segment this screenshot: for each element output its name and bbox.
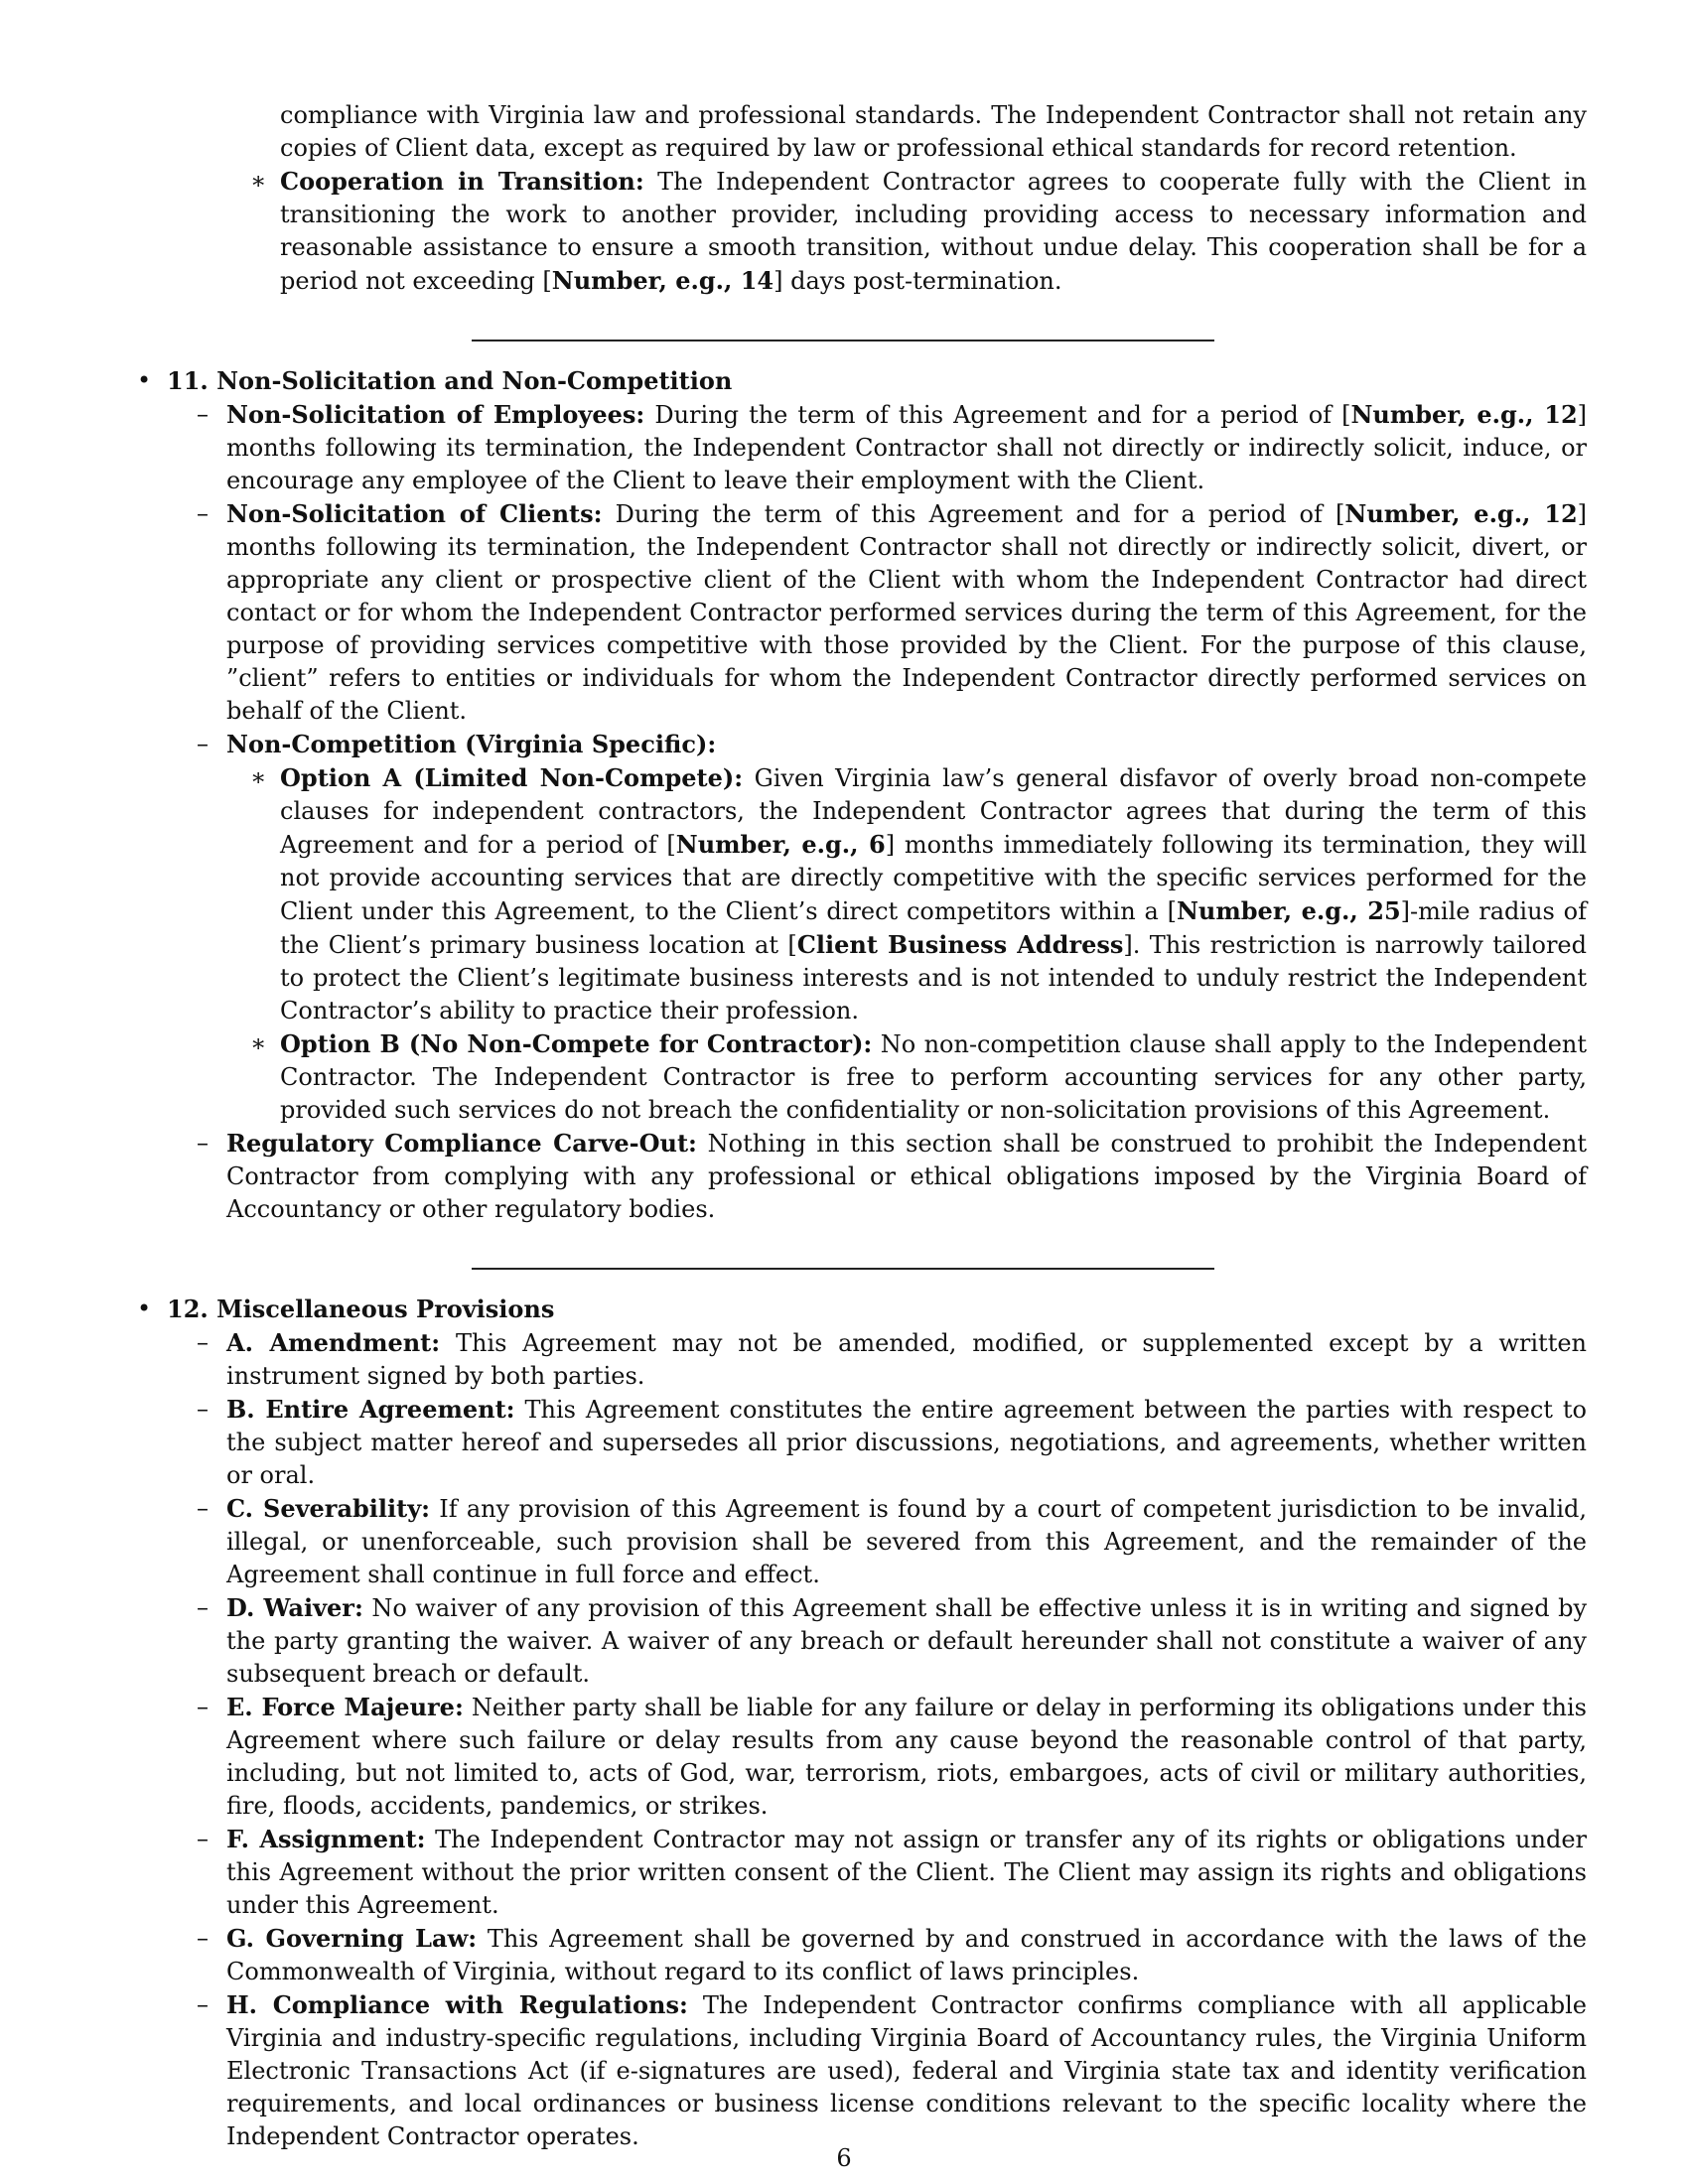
provision-label: B. Entire Agreement: [226,1395,515,1424]
regulatory-carve-out: – Regulatory Compliance Carve-Out: Nothing in this section shall be construed to prohibit the Independent Contractor from complying with any professional or ethical obligations imposed by the Virginia Board of Accountancy or other regulatory bodies. [197,1129,1587,1223]
page-number: 6 [836,2144,852,2172]
dash-marker: – [197,730,209,757]
section-11-heading [137,364,1587,398]
star-marker: ∗ [250,763,267,791]
provision-label: H. Compliance with Regulations: [226,1990,688,2019]
section-divider [472,1268,1214,1270]
option-b-label: Option B (No Non-Compete for Contractor): [280,1029,873,1058]
cooperation-placeholder: Number, e.g., 14 [551,266,774,295]
bullet-marker: • [137,366,152,394]
provision-compliance: – H. Compliance with Regulations: The Independent Contractor confirms compliance with all applicable Virginia and industry-specific regulations, including Virginia Board of Accountancy rules, the Virginia Uniform Electronic Transactions Act (if e-signatures are used), federal and Virginia state tax and identity verification requirements, and local ordinances or business license conditions relevant to the specific locality where the Independent Contractor operates. [197,1990,1587,2150]
dash-marker: – [197,1395,209,1423]
dash-marker: – [197,1693,209,1720]
section-12 [137,1293,1587,2153]
provision-label: D. Waiver: [226,1593,363,1622]
provision-label: C. Severability: [226,1494,431,1523]
provision-amendment: – A. Amendment: This Agreement may not be amended, modified, or supplemented except by a written instrument signed by both parties. [197,1328,1588,1390]
provision-entire-agreement: – B. Entire Agreement: This Agreement constitutes the entire agreement between the parties with respect to the subject matter hereof and supersedes all prior discussions, negotiations, and agreements, whether written or oral. [197,1395,1587,1489]
option-a-address-placeholder: Client Business Address [796,930,1124,959]
clients-placeholder: Number, e.g., 12 [1344,499,1578,528]
section-11 [137,364,1587,1226]
star-marker: ∗ [250,167,267,195]
dash-marker: – [197,1593,209,1621]
provision-label: F. Assignment: [226,1825,426,1853]
provision-assignment: – F. Assignment: The Independent Contractor may not assign or transfer any of its rights or obligations under this Agreement without the prior written consent of the Client. The Client may assign its rights and obligations under this Agreement. [197,1825,1587,1919]
dash-marker: – [197,499,209,527]
dash-marker: – [197,1129,209,1157]
employees-label: Non-Solicitation of Employees: [226,400,645,429]
bullet-marker: • [137,1295,152,1322]
dash-marker: – [197,1328,209,1356]
dash-marker: – [197,1924,209,1952]
provision-governing-law: – G. Governing Law: This Agreement shall be governed by and construed in accordance with the laws of the Commonwealth of Virginia, without regard to its conflict of laws principles. [197,1924,1588,1985]
provision-label: A. Amendment: [226,1328,441,1357]
provision-waiver: – D. Waiver: No waiver of any provision of this Agreement shall be effective unless it is in writing and signed by the party granting the waiver. A waiver of any breach or default hereunder shall not constitute a waiver of any subsequent breach or default. [197,1593,1587,1688]
option-a-label: Option A (Limited Non-Compete): [280,763,744,792]
option-a-radius-placeholder: Number, e.g., 25 [1176,896,1401,925]
section-12-heading [137,1293,1587,1326]
noncompete-label: Non-Competition (Virginia Specific): [226,730,717,758]
option-b: ∗ Option B (No Non-Compete for Contractor): No non-competition clause shall apply to the Independent Contractor. The Independent Contractor is free to perform accounting services for any other party, provided such services do not breach the confidentiality or non-solicitation provisions of this Agreement. [250,1029,1587,1124]
option-a: ∗ Option A (Limited Non-Compete): Given Virginia law’s general disfavor of overly broad non-compete clauses for independent contractors, the Independent Contractor agrees that during the term of this Agreement and for a period of [Number, e.g., 6] months immediately following its termination, they will not provide accounting services that are directly competitive with the specific services performed for the Client under this Agreement, to the Client’s direct competitors within a [Number, e.g., 25]-mile radius of the Client’s primary business location at [Client Business Address]. This restriction is narrowly tailored to protect the Client’s legitimate business interests and is not intended to unduly restrict the Independent Contractor’s ability to practice their profession. [250,763,1588,1024]
dash-marker: – [197,1825,209,1852]
non-solicitation-clients: – Non-Solicitation of Clients: During the term of this Agreement and for a period of [Number, e.g., 12] months following its termination, the Independent Contractor shall not directly or indirectly solicit, divert, or appropriate any client or prospective client of the Client with whom the Independent Contractor had direct contact or for whom the Independent Contractor performed services during the term of this Agreement, for the purpose of providing services competitive with those provided by the Client. For the purpose of this clause, ”client” refers to entities or individuals for whom the Independent Contractor directly performed services on behalf of the Client. [197,499,1588,725]
option-a-months-placeholder: Number, e.g., 6 [675,830,886,859]
provision-severability: – C. Severability: If any provision of this Agreement is found by a court of competent jurisdiction to be invalid, illegal, or unenforceable, such provision shall be severed from this Agreement, and the remainder of the Agreement shall continue in full force and effect. [197,1494,1587,1588]
dash-marker: – [197,400,209,428]
dash-marker: – [197,1990,209,2018]
carveout-label: Regulatory Compliance Carve-Out: [226,1129,697,1158]
clients-label: Non-Solicitation of Clients: [226,499,603,528]
dash-marker: – [197,1494,209,1522]
cooperation-label: Cooperation in Transition: [280,167,644,196]
non-solicitation-employees: – Non-Solicitation of Employees: During the term of this Agreement and for a period of [Number, e.g., 12] months following its termination, the Independent Contractor shall not directly or indirectly solicit, induce, or encourage any employee of the Client to leave their employment with the Client. [197,400,1588,494]
section-divider [472,340,1214,341]
confidentiality-continuation [137,99,1587,165]
non-competition [137,728,1587,761]
page-content [137,99,1587,2153]
provision-label: E. Force Majeure: [226,1693,464,1721]
continuation-text: compliance with Virginia law and professional standards. The Independent Contractor shall not retain any copies of Client data, except as required by law or professional ethical standards for record retention. [280,101,1587,162]
section-12-title: 12. Miscellaneous Provisions [167,1295,555,1323]
cooperation-item: ∗ Cooperation in Transition: The Independent Contractor agrees to cooperate fully with the Client in transitioning the work to another provider, including providing access to necessary information and reasonable assistance to ensure a smooth transition, without undue delay. This cooperation shall be for a period not exceeding [Number, e.g., 14] days post-termination. [250,167,1587,295]
star-marker: ∗ [250,1029,267,1057]
provision-label: G. Governing Law: [226,1924,478,1953]
provision-force-majeure: – E. Force Majeure: Neither party shall be liable for any failure or delay in performing its obligations under this Agreement where such failure or delay results from any cause beyond the reasonable control of that party, including, but not limited to, acts of God, war, terrorism, riots, embargoes, acts of civil or military authorities, fire, floods, accidents, pandemics, or strikes. [197,1693,1587,1820]
section-11-title: 11. Non-Solicitation and Non-Competition [167,366,733,395]
employees-placeholder: Number, e.g., 12 [1350,400,1578,429]
